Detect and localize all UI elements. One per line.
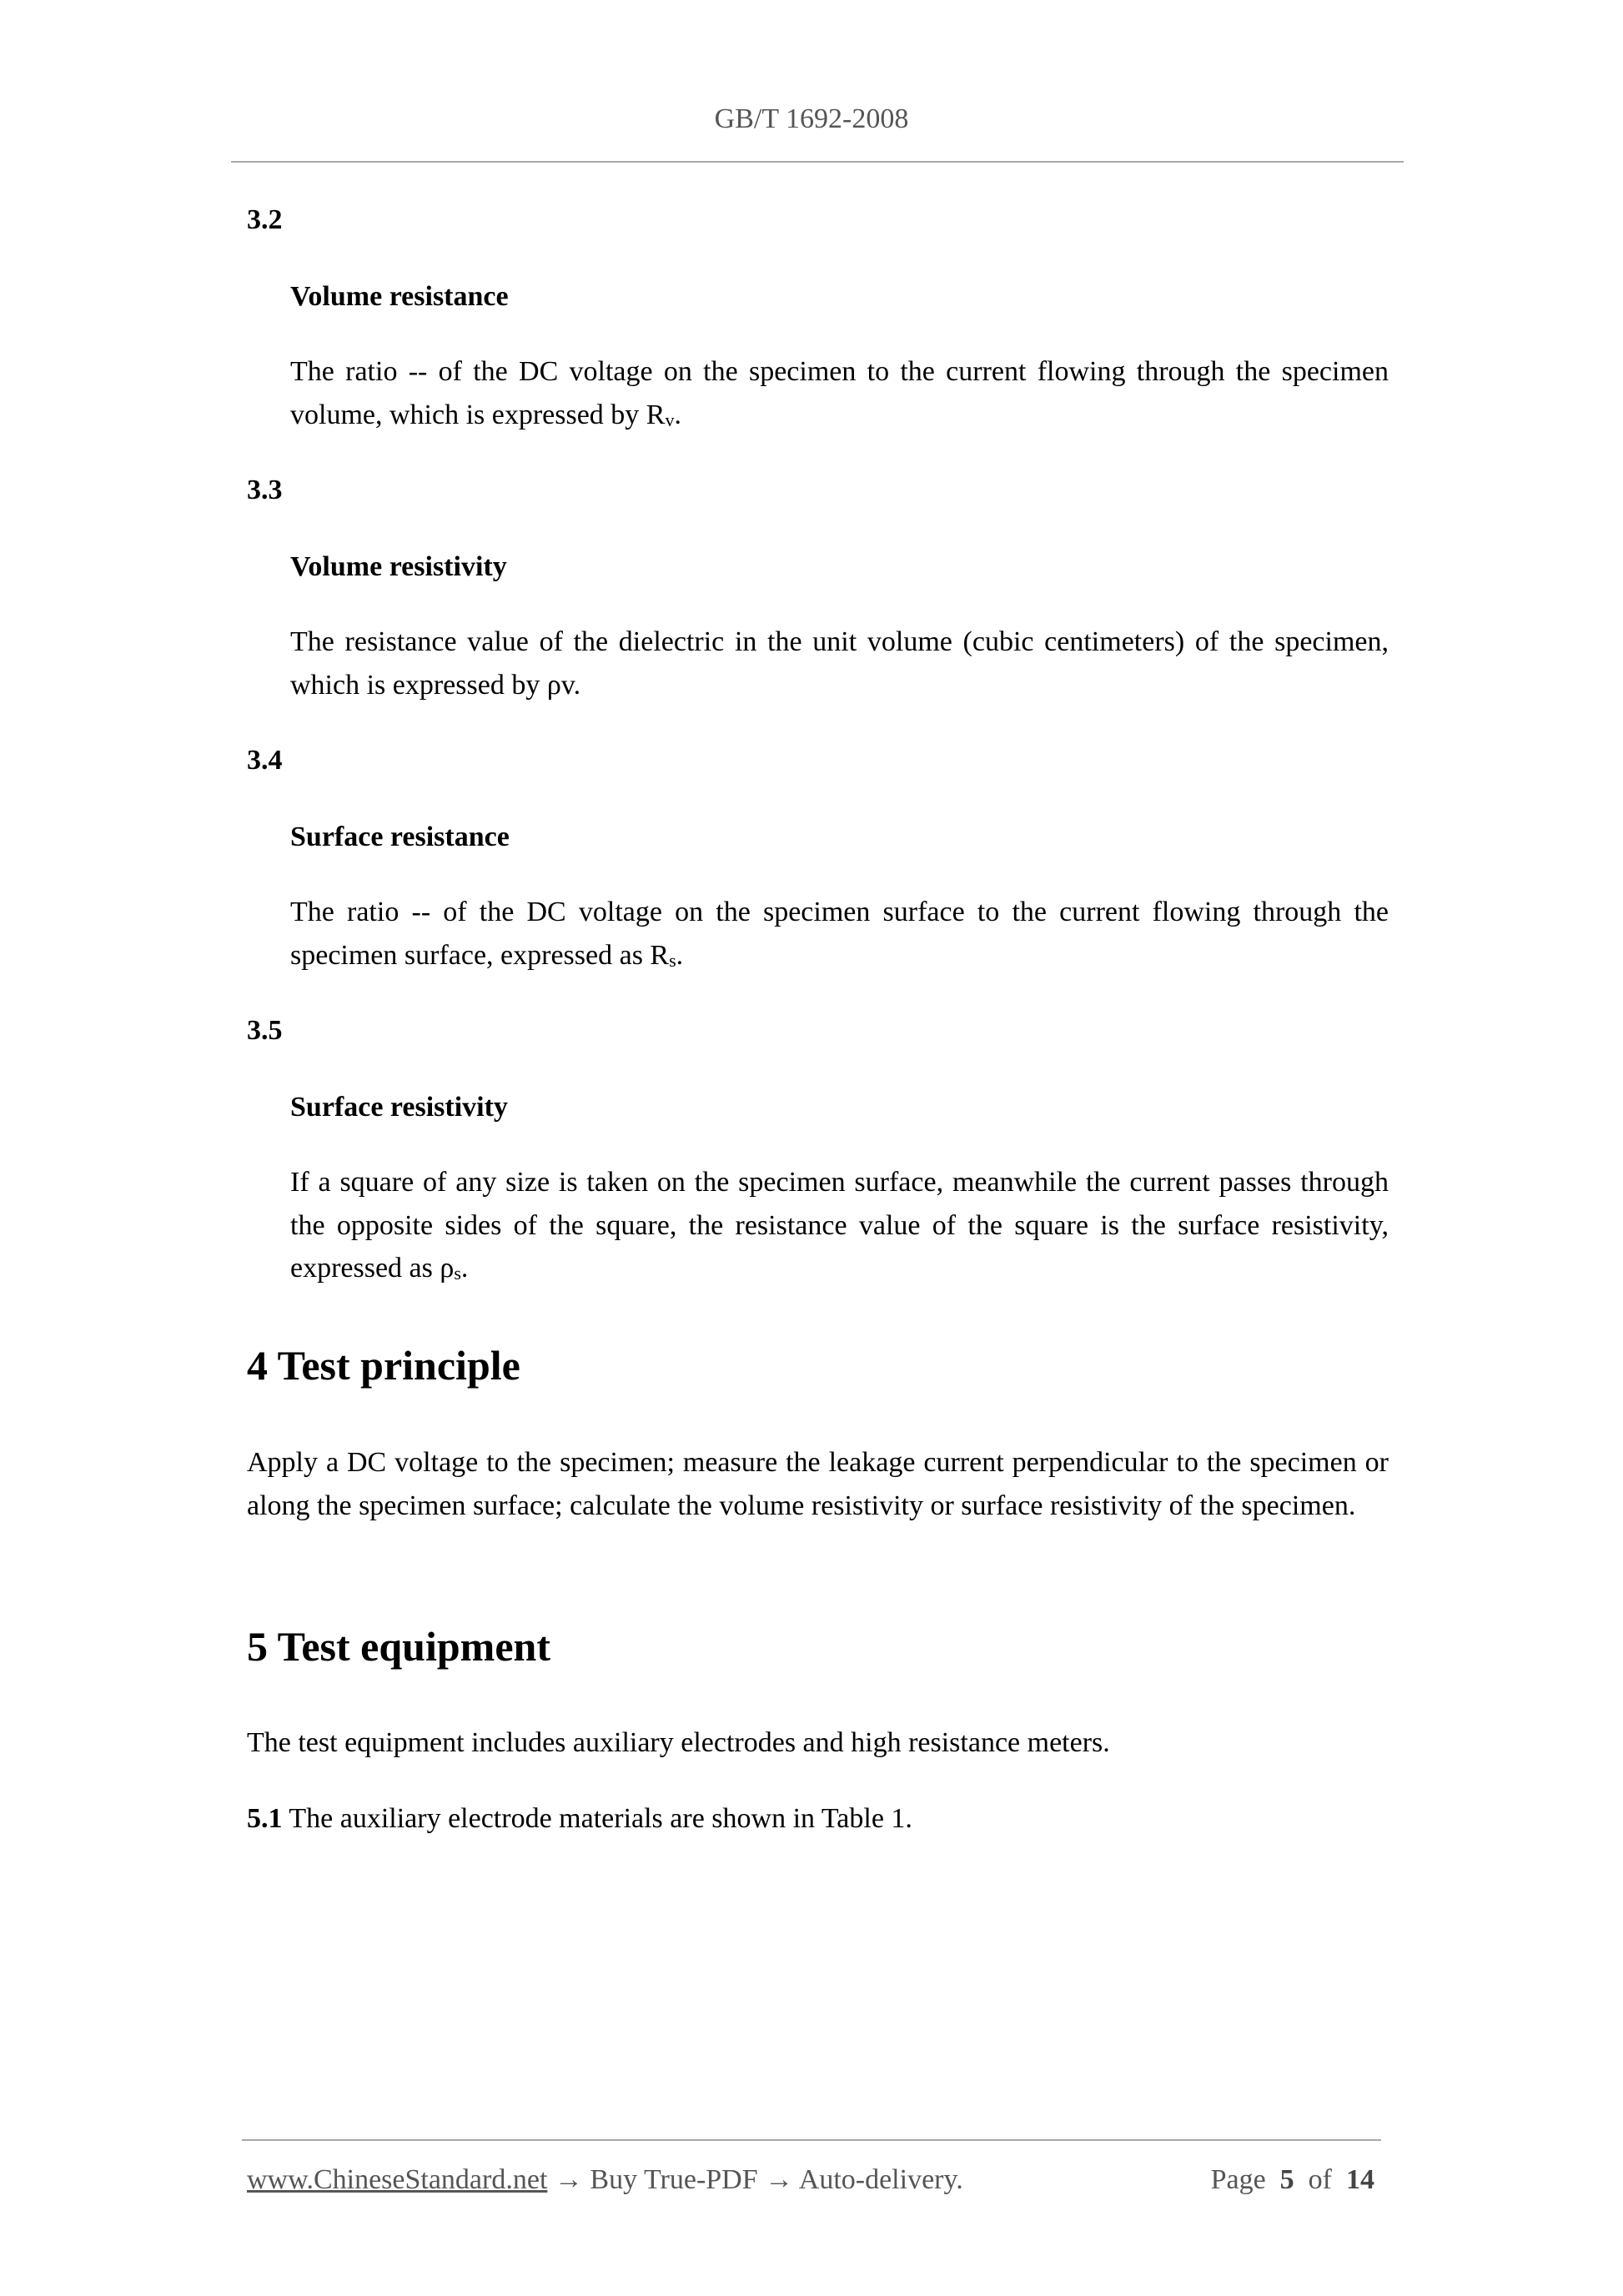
document-header-id: GB/T 1692-2008 (714, 103, 909, 134)
period: . (674, 399, 681, 430)
of-label: of (1308, 2164, 1332, 2195)
page-label: Page (1210, 2164, 1266, 2195)
term-title: Surface resistivity (290, 1092, 508, 1123)
term-title: Volume resistance (290, 281, 509, 312)
clause-number: 5.1 (247, 1803, 283, 1834)
section-number: 3.3 (247, 475, 283, 505)
chapter-text: Apply a DC voltage to the specimen; measure the leakage current perpendicular to the specimen or along the specimen surface; calculate the volume resistivity or surface resistivity of the specimen. (247, 1447, 1389, 1521)
arrow-icon: → (757, 2164, 799, 2195)
definition-body: The ratio -- of the DC voltage on the specimen surface to the current flowing through the specimen surface, expressed as R (290, 897, 1389, 971)
footer-promo (247, 2162, 963, 2198)
buy-text: Buy True-PDF (590, 2164, 758, 2195)
definition-body: The ratio -- of the DC voltage on the specimen to the current flowing through the specimen volume, which is expressed by R (290, 356, 1389, 430)
header-divider (231, 161, 1404, 163)
arrow-icon: → (547, 2164, 590, 2195)
definition-text (290, 350, 1389, 436)
chapter-heading: 5 Test equipment (247, 1623, 550, 1670)
subscript: v (665, 409, 675, 430)
term-title: Surface resistance (290, 821, 510, 852)
footer-divider (242, 2139, 1381, 2141)
chapter-heading: 4 Test principle (247, 1342, 520, 1389)
definition-text (290, 1161, 1389, 1290)
section-number: 3.4 (247, 745, 283, 776)
subscript: s (454, 1263, 461, 1284)
current-page: 5 (1279, 2164, 1294, 2195)
period: . (676, 939, 684, 971)
page-indicator (1211, 2162, 1374, 2198)
section-number: 3.5 (247, 1015, 283, 1046)
term-title: Volume resistivity (290, 551, 507, 582)
section-number: 3.2 (247, 204, 283, 235)
definition-text: The resistance value of the dielectric in the unit volume (cubic centimeters) of the specimen, which is expressed by ρv. (290, 626, 1389, 701)
delivery-text: Auto-delivery. (798, 2164, 963, 2195)
website-link[interactable]: www.ChineseStandard.net (247, 2164, 548, 2195)
subscript: s (669, 949, 676, 971)
definition-text (290, 891, 1389, 977)
total-pages: 14 (1346, 2164, 1374, 2195)
clause-text (247, 1797, 1389, 1841)
chapter-text: The test equipment includes auxiliary electrodes and high resistance meters. (247, 1727, 1110, 1758)
clause-body: The auxiliary electrode materials are shown in Table 1. (282, 1803, 912, 1834)
period: . (460, 1253, 469, 1284)
definition-body: If a square of any size is taken on the specimen surface, meanwhile the current passes through the opposite sides of the square, the resistance value of the square is the surface resistivity, expressed as ρ (290, 1167, 1389, 1284)
